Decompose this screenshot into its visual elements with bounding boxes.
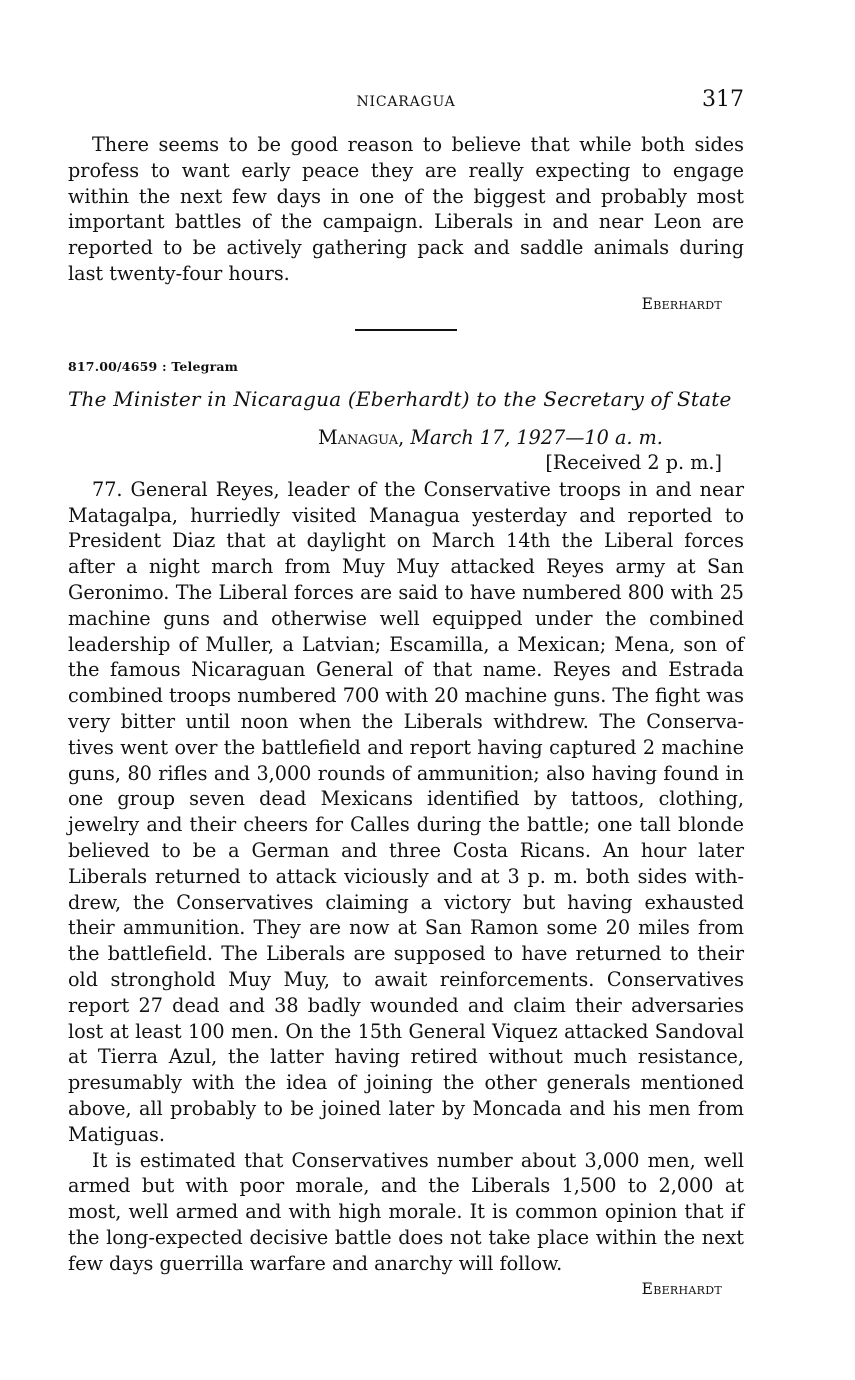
dateline-place: Managua, <box>318 425 405 449</box>
file-reference: 817.00/4659 : Telegram <box>68 358 239 374</box>
telegram-paragraph: It is estimated that Conservatives number about 3,000 men, well armed but with poor morale, and the Liberals 1,500 to 2,000 at most, well armed and with high morale. It is common opinion that if the long-expected decisive battle does not take place within the next few days guerrilla warfare and anarchy will follow. <box>68 1148 744 1275</box>
running-title: NICARAGUA <box>356 94 456 110</box>
dateline-time: March 17, 1927—10 a. m. <box>410 425 663 449</box>
page-number: 317 <box>702 87 744 112</box>
document-title: The Minister in Nicaragua (Eberhardt) to the Secretary of State <box>68 386 732 411</box>
dateline <box>68 425 744 450</box>
previous-signature: Eberhardt <box>641 294 722 313</box>
received-note: [Received 2 p. m.] <box>545 450 722 474</box>
running-header <box>68 86 744 116</box>
previous-telegram-paragraph: There seems to be good reason to believe that while both sides profess to want early peace they are really expecting to engage within the next few days in one of the biggest and probably most important battles of the campaign. Liberals in and near Leon are reported to be actively gathering pack and saddle animals during last twenty-four hours. <box>68 133 744 285</box>
telegram-paragraph: 77. General Reyes, leader of the Conservative troops in and near Matagalpa, hurriedly visited Managua yesterday and reported to President Diaz that at daylight on March 14th the Liberal forces after a night march from Muy Muy attacked Reyes army at San Geronimo. The Liberal forces are said to have numbered 800 with 25 machine guns and otherwise well equipped under the combined leadership of Muller, a Latvian; Escamilla, a Mexican; Mena, son of the famous Nicaraguan General of that name. Reyes and Estrada combined troops numbered 700 with 20 machine guns. The fight was very bitter until noon when the Liberals withdrew. The Conservatives went over the battlefield and report having captured 2 machine guns, 80 rifles and 3,000 rounds of ammunition; also having found in one group seven dead Mexicans identified by tattoos, clothing, jewelry and their cheers for Calles during the battle; one tall blonde believed to be a German and three Costa Ricans. An hour later Liberals returned to attack viciously and at 3 p. m. both sides withdrew, the Conservatives claiming a victory but having exhausted their ammunition. They are now at San Ramon some 20 miles from the battlefield. The Liberals are supposed to have returned to their old stronghold Muy Muy, to await reinforcements. Conservatives report 27 dead and 38 badly wounded and claim their adversaries lost at least 100 men. On the 15th General Viquez attacked Sandoval at Tierra Azul, the latter having retired without much resistance, presumably with the idea of joining the other generals mentioned above, all probably to be joined later by Moncada and his men from Matiguas. <box>68 477 744 1146</box>
document-page <box>68 86 744 1380</box>
signature: Eberhardt <box>641 1280 722 1299</box>
section-divider <box>355 329 457 331</box>
